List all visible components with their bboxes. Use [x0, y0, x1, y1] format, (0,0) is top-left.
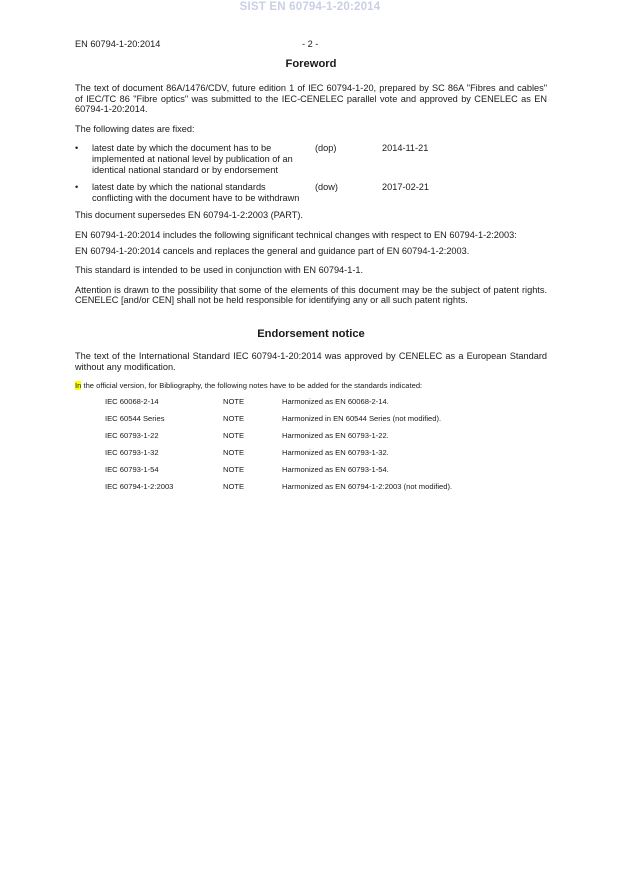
conjunction-text: This standard is intended to be used in conjunction with EN 60794-1-1. — [75, 265, 364, 276]
dates-list — [75, 143, 547, 203]
standard-ref: IEC 60793-1-54 — [105, 465, 159, 475]
date-description: latest date by which the national standards conflicting with the document have to be withdrawn — [92, 182, 300, 203]
date-code: (dop) — [315, 143, 337, 154]
watermark: SIST EN 60794-1-20:2014 — [239, 1, 381, 13]
table-row — [105, 482, 547, 499]
standard-ref: IEC 60068-2-14 — [105, 397, 159, 407]
document-page — [75, 38, 547, 499]
header-doc-id: EN 60794-1-20:2014 — [75, 39, 161, 49]
table-row — [105, 465, 547, 482]
note-label: NOTE — [223, 448, 245, 458]
foreword-intro: The text of document 86A/1476/CDV, future edition 1 of IEC 60794-1-20, prepared by SC 86A "Fibres and cables" of IEC/TC 86 "Fibre optics" was submitted to the IEC-CENELEC parallel vote and approved by CENELEC as EN 60794-1-20:2014. — [75, 83, 547, 115]
table-row — [105, 431, 547, 448]
date-item-dop — [75, 143, 547, 175]
endorsement-title: Endorsement notice — [257, 327, 365, 340]
table-row — [105, 448, 547, 465]
bullet-icon: • — [75, 143, 79, 154]
table-row — [105, 397, 547, 414]
harmonized-text: Harmonized in EN 60544 Series (not modified). — [282, 414, 442, 424]
standard-ref: IEC 60793-1-22 — [105, 431, 159, 441]
date-value: 2014-11-21 — [382, 143, 429, 154]
patent-text: Attention is drawn to the possibility that some of the elements of this document may be the subject of patent rights. CENELEC [and/or CEN] shall not be held responsible for identifying any or all such patent rights. — [75, 284, 547, 306]
harmonized-text: Harmonized as EN 60794-1-2:2003 (not modified). — [282, 482, 453, 492]
supersedes-text: This document supersedes EN 60794-1-2:2003 (PART). — [75, 210, 303, 221]
dates-intro: The following dates are fixed: — [75, 123, 195, 134]
header-page-number: - 2 - — [302, 39, 319, 49]
notes-intro-text: the official version, for Bibliography, the following notes have to be added for the standards indicated: — [81, 381, 423, 391]
harmonized-text: Harmonized as EN 60793-1-22. — [282, 431, 389, 441]
date-value: 2017-02-21 — [382, 182, 429, 193]
page-header — [75, 38, 547, 52]
note-label: NOTE — [223, 465, 245, 475]
changes-text: EN 60794-1-20:2014 includes the following significant technical changes with respect to EN 60794-1-2:2003: — [75, 229, 517, 240]
standard-ref: IEC 60793-1-32 — [105, 448, 159, 458]
endorsement-text: The text of the International Standard IEC 60794-1-20:2014 was approved by CENELEC as a European Standard without any modification. — [75, 350, 547, 372]
foreword-title: Foreword — [285, 58, 337, 70]
standard-ref: IEC 60794-1-2:2003 — [105, 482, 174, 492]
note-label: NOTE — [223, 397, 245, 407]
highlighted-text: In — [75, 381, 82, 391]
bullet-icon: • — [75, 182, 79, 193]
cancels-text: EN 60794-1-20:2014 cancels and replaces the general and guidance part of EN 60794-1-2:2003. — [75, 245, 470, 256]
harmonized-text: Harmonized as EN 60793-1-54. — [282, 465, 389, 475]
table-row — [105, 414, 547, 431]
note-label: NOTE — [223, 414, 245, 424]
harmonized-text: Harmonized as EN 60793-1-32. — [282, 448, 389, 458]
standard-ref: IEC 60544 Series — [105, 414, 165, 424]
note-label: NOTE — [223, 482, 245, 492]
date-description: latest date by which the document has to be implemented at national level by publication of an identical national standard or by endorsement — [92, 143, 293, 175]
note-label: NOTE — [223, 431, 245, 441]
notes-intro — [75, 381, 547, 390]
date-item-dow — [75, 182, 547, 203]
harmonized-text: Harmonized as EN 60068-2-14. — [282, 397, 389, 407]
date-code: (dow) — [315, 182, 338, 193]
notes-table — [105, 397, 547, 499]
